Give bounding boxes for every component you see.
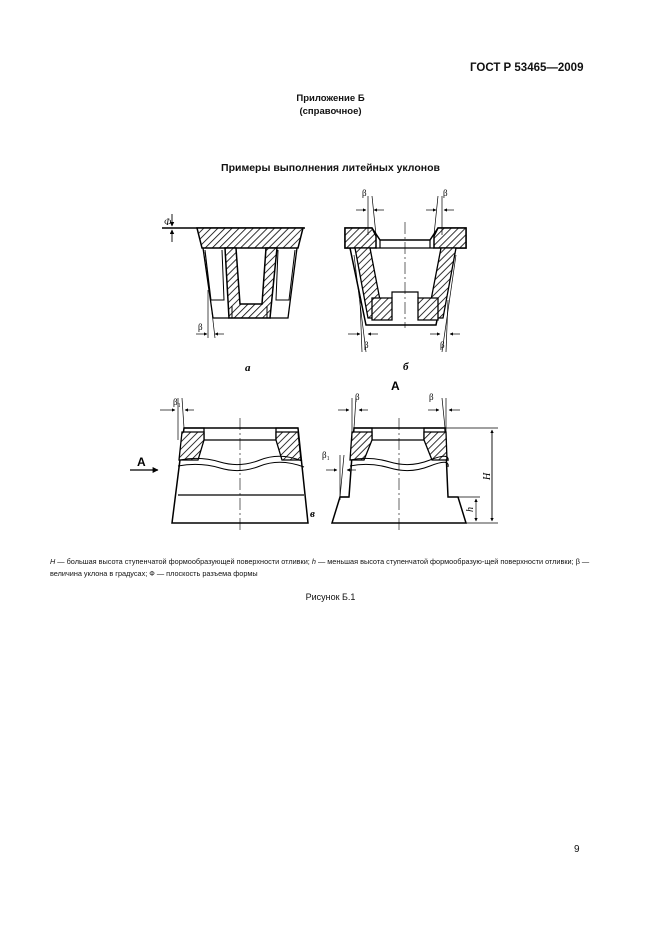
- page-number: 9: [574, 844, 580, 855]
- h-dimension-label: h: [465, 507, 476, 512]
- appendix-title: Приложение Б: [296, 93, 365, 104]
- beta-label-b2: β: [443, 188, 448, 198]
- legend-H-symbol: Н: [50, 557, 56, 566]
- view-label-a-top: А: [391, 379, 400, 393]
- beta-label-b4: β: [440, 340, 445, 350]
- beta1-label-c1: β₁: [173, 397, 181, 407]
- beta-label-c1: β: [355, 392, 360, 402]
- figure-title: Примеры выполнения литейных уклонов: [221, 162, 440, 174]
- legend-H-text: — большая высота ступенчатой формообразующей поверхности отливки;: [55, 557, 312, 566]
- beta-label-b3: β: [364, 340, 369, 350]
- drawing-a: [162, 214, 305, 338]
- standard-number: ГОСТ Р 53465—2009: [470, 62, 584, 74]
- drawing-b: [345, 196, 466, 352]
- appendix-subtitle: (справочное): [299, 106, 362, 117]
- beta-label-b1: β: [362, 188, 367, 198]
- beta-label-c2: β: [429, 392, 434, 402]
- legend-h-symbol: h: [311, 557, 316, 566]
- view-label-a-arrow: А: [137, 455, 146, 469]
- drawing-c-left: [130, 398, 308, 530]
- drawing-c-label: в: [310, 508, 315, 520]
- H-dimension-label: Н: [482, 472, 493, 480]
- legend-h-text: — меньшая высота ступенчатой формообразую-щей поверхности отливки; β — величина уклона в градусах; Ф — плоскость разъема формы: [50, 557, 590, 578]
- drawing-b-label: б: [403, 361, 409, 373]
- beta-label-a: β: [198, 322, 203, 332]
- drawing-a-label: а: [245, 362, 251, 374]
- figure-legend: [50, 556, 610, 580]
- figure-caption: Рисунок Б.1: [305, 592, 356, 602]
- phi-label-a: Ф: [164, 217, 172, 227]
- beta1-label-c2: β₁: [322, 450, 330, 460]
